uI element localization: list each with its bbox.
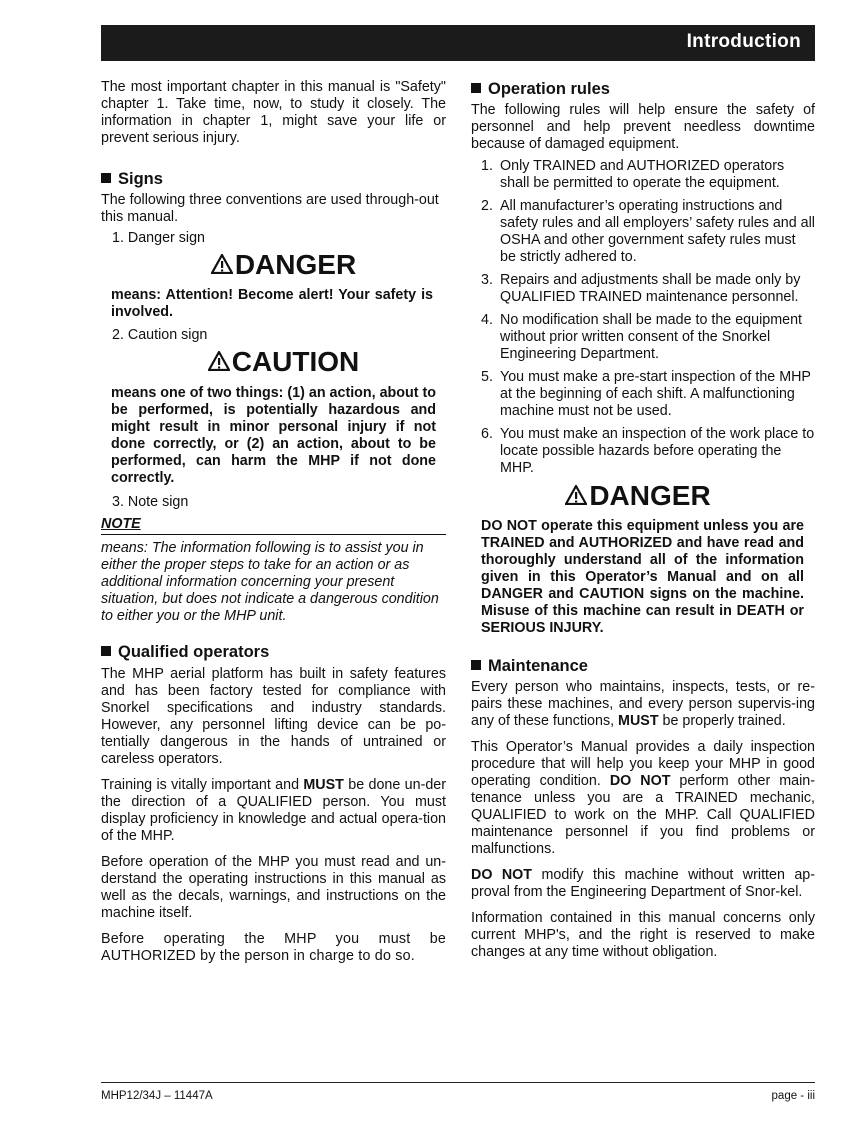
danger-meaning: means: Attention! Become alert! Your safety is involved. bbox=[111, 287, 433, 320]
danger-sign-item: 1. Danger sign bbox=[112, 230, 205, 246]
rule-text: No modification shall be made to the equipment without prior written consent of the Snorkel Engineering Department. bbox=[500, 312, 803, 362]
rule-number: 1. bbox=[481, 158, 493, 174]
danger-sign: DANGER bbox=[101, 249, 446, 281]
note-meaning: means: The information following is to assist you in either the proper steps to take for an action or as additional information concerning your present situation, but does not indicate a dangerous condition to either you or the MHP unit. bbox=[101, 540, 439, 624]
page-number: page - iii bbox=[771, 1090, 815, 1102]
rule-number: 3. bbox=[481, 272, 493, 288]
rule-text: Repairs and adjustments shall be made only by QUALIFIED TRAINED maintenance personnel. bbox=[500, 272, 801, 305]
qualified-paragraph-3: Before operation of the MHP you must read and un-derstand the operating instructions in this manual as well as the decals, warnings, and instructions on the machine itself. bbox=[101, 854, 446, 921]
operation-rules-intro: The following rules will help ensure the safety of personnel and help prevent needless downtime because of damaged equipment. bbox=[471, 102, 815, 152]
rule-item bbox=[471, 369, 815, 420]
signs-heading: Signs bbox=[101, 169, 446, 189]
maintenance-heading: Maintenance bbox=[471, 656, 815, 676]
rule-number: 2. bbox=[481, 198, 493, 214]
left-column bbox=[101, 79, 446, 965]
rule-item bbox=[471, 158, 815, 192]
rule-item bbox=[471, 312, 815, 363]
maintenance-paragraph-2: This Operator’s Manual provides a daily inspection procedure that will help you keep your MHP in good operating condition. DO NOT perform other main-tenance unless you are a TRAINED mechanic, QUALIFIED to work on the MHP. Call QUALIFIED maintenance personnel if you find problems or malfunctions. bbox=[471, 739, 816, 857]
right-column bbox=[471, 79, 815, 961]
qualified-paragraph-2: Training is vitally important and MUST be done un-der the direction of a QUALIFIED person. You must display proficiency in knowledge and actual opera-tion of the MHP. bbox=[101, 777, 446, 844]
warning-triangle-icon bbox=[565, 485, 587, 505]
square-bullet-icon bbox=[101, 646, 111, 656]
square-bullet-icon bbox=[471, 83, 481, 93]
rule-item bbox=[471, 272, 815, 306]
warning-triangle-icon bbox=[208, 351, 230, 371]
page-title: Introduction bbox=[686, 31, 801, 52]
rule-number: 5. bbox=[481, 369, 493, 385]
square-bullet-icon bbox=[471, 660, 481, 670]
caution-sign: CAUTION bbox=[101, 346, 446, 378]
signs-intro: The following three conventions are used through-out this manual. bbox=[101, 192, 439, 225]
note-label: NOTE bbox=[101, 516, 446, 535]
danger-warning-text: DO NOT operate this equipment unless you are TRAINED and AUTHORIZED and have read and thoroughly understand all of the information given in this Operator’s Manual and on all DANGER and CAUTION signs on the machine. Misuse of this machine can result in DEATH or SERIOUS INJURY. bbox=[481, 518, 804, 636]
maintenance-paragraph-4: Information contained in this manual concerns only current MHP's, and the right is reserved to make changes at any time without obligation. bbox=[471, 910, 815, 960]
square-bullet-icon bbox=[101, 173, 111, 183]
note-sign-item: 3. Note sign bbox=[112, 494, 189, 510]
maintenance-paragraph-3: DO NOT modify this machine without written ap-proval from the Engineering Department of Snor-kel. bbox=[471, 867, 815, 900]
warning-triangle-icon bbox=[211, 254, 233, 274]
rule-item bbox=[471, 426, 815, 477]
maintenance-paragraph-1: Every person who maintains, inspects, tests, or re-pairs these machines, and every person supervis-ing any of these functions, MUST be properly trained. bbox=[471, 679, 815, 729]
footer-rule bbox=[101, 1082, 815, 1083]
caution-meaning: means one of two things: (1) an action, about to be performed, is potentially hazardous and might result in minor personal injury if not done correctly, or (2) an action, about to be performed, can harm the MHP if not done correctly. bbox=[111, 385, 436, 486]
intro-paragraph: The most important chapter in this manual is "Safety" chapter 1. Take time, now, to study it closely. The information in chapter 1, might save your life or prevent serious injury. bbox=[101, 79, 446, 146]
rule-text: All manufacturer’s operating instructions and safety rules and all employers’ safety rules and all OSHA and other government safety rules must be strictly adhered to. bbox=[500, 198, 815, 265]
rule-text: Only TRAINED and AUTHORIZED operators shall be permitted to operate the equipment. bbox=[500, 158, 785, 191]
rule-item bbox=[471, 198, 815, 266]
qualified-operators-heading: Qualified operators bbox=[101, 642, 446, 662]
document-id: MHP12/34J – 11447A bbox=[101, 1090, 213, 1102]
header-bar bbox=[101, 25, 815, 61]
qualified-paragraph-4: Before operating the MHP you must be AUTHORIZED by the person in charge to do so. bbox=[101, 931, 446, 964]
operation-rules-list bbox=[471, 158, 815, 477]
qualified-paragraph-1: The MHP aerial platform has built in safety features and has been factory tested for compliance with Snorkel specifications and industry standards. However, any personnel lifting device can be po-tentially dangerous in the hands of untrained or careless operators. bbox=[101, 666, 446, 767]
operation-rules-heading: Operation rules bbox=[471, 79, 815, 99]
caution-sign-item: 2. Caution sign bbox=[112, 327, 208, 343]
rule-number: 4. bbox=[481, 312, 493, 328]
danger-sign: DANGER bbox=[471, 480, 815, 512]
rule-text: You must make an inspection of the work place to locate possible hazards before operating the MHP. bbox=[500, 426, 815, 476]
rule-text: You must make a pre-start inspection of the MHP at the beginning of each shift. A malfunctioning machine must not be used. bbox=[500, 369, 811, 419]
rule-number: 6. bbox=[481, 426, 493, 442]
